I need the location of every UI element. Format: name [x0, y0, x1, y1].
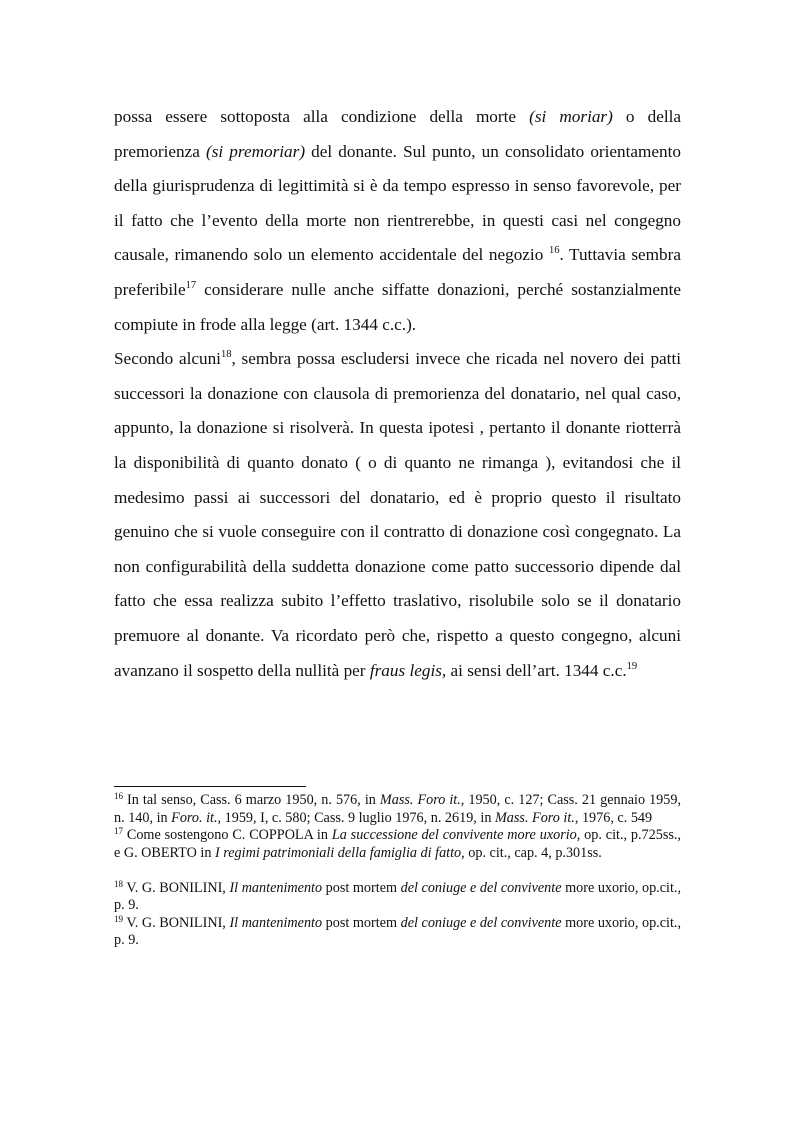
footnote-italic: Mass. Foro it.,: [379, 792, 465, 808]
text-run: , sembra possa escludersi invece che ricada nel novero dei patti successori la donazione con clausola di premorienza del donatario, nel qual caso, appunto, la donazione si risolverà. In questa ipotesi , pertanto il donante riotterrà la disponibilità di quanto donato ( o di quanto ne rimanga ), evitandosi che il medesimo passi ai successori del donatario, ed è proprio questo il risultato genuino che si vuole conseguire con il contratto di donazione così congegnato. La non configurabilità della suddetta donazione come patto successorio dipende dal fatto che essa realizza subito l’effetto traslativo, risolubile solo se il donatario premuore al donante. Va ricordato però che, rispetto a questo congegno, alcuni avanzano il sospetto della nullità per: [114, 349, 682, 680]
footnote-ref-16[interactable]: 16: [548, 245, 560, 257]
footnote-italic: Il mantenimento: [229, 879, 323, 896]
footnote-italic: Mass. Foro it.,: [494, 809, 579, 826]
footnote-text: post mortem: [322, 914, 401, 931]
text-run: ai sensi dell’art. 1344 c.c.: [446, 660, 627, 680]
text-run: considerare nulle anche siffatte donazioni, perché sostanzialmente compiute in frode alla legge (art. 1344 c.c.).: [114, 279, 681, 334]
footnote-italic: Foro. it.,: [171, 809, 222, 826]
footnote-text: more uxorio, op.cit., p. 9.: [114, 879, 682, 913]
footnote-text: 1959, I, c. 580; Cass. 9 luglio 1976, n. 2619, in: [221, 809, 495, 826]
footnote-italic: I regimi patrimoniali della famiglia di fatto,: [214, 844, 465, 861]
text-run: . Tuttavia sembra preferibile: [114, 245, 681, 299]
footnote-spacer: [114, 862, 681, 880]
footnote-number: 18: [114, 878, 123, 889]
footnote-text: Come sostengono C. COPPOLA in: [123, 827, 332, 843]
footnote-italic: del coniuge e del convivente: [400, 914, 562, 931]
footnote-italic: del coniuge e del convivente: [400, 879, 562, 896]
footnote-ref-17[interactable]: 17: [185, 279, 197, 291]
text-run: o della premorienza: [114, 107, 682, 161]
paragraph-2: [114, 342, 681, 688]
paragraph-1: [114, 100, 681, 342]
footnote-ref-19[interactable]: 19: [626, 660, 638, 672]
text-run: del donante. Sul punto, un consolidato orientamento della giurisprudenza di legittimità si è da tempo espresso in senso favorevole, per il fatto che l’evento della morte non rientrerebbe, in questi casi nel congegno causale, rimanendo solo un elemento accidentale del negozio: [114, 141, 681, 265]
footnote-ref-18[interactable]: 18: [220, 349, 232, 361]
footnote-text: V. G. BONILINI,: [123, 879, 230, 896]
footnote-text: op. cit., p.725ss., e G. OBERTO in: [114, 827, 681, 861]
footnote-italic: Il mantenimento: [229, 914, 323, 931]
footnote-text: more uxorio, op.cit., p. 9.: [114, 914, 682, 948]
text-run: possa essere sottoposta alla condizione della morte: [114, 107, 530, 126]
footnote-text: 1976, c. 549: [578, 809, 653, 826]
footnote-18: [114, 880, 681, 915]
italic-term: (si premoriar): [206, 141, 306, 161]
text-run: Secondo alcuni: [114, 349, 221, 369]
italic-term: (si moriar): [529, 107, 613, 126]
footnote-text: In tal senso, Cass. 6 marzo 1950, n. 576, in: [123, 792, 380, 808]
footnote-separator: [114, 786, 306, 787]
footnote-number: 17: [114, 826, 123, 836]
footnote-16: [114, 792, 681, 827]
footnote-19: [114, 915, 681, 950]
body-text: [114, 100, 681, 688]
footnote-text: 1950, c. 127; Cass. 21 gennaio 1959, n. 140, in: [114, 792, 682, 826]
footnote-17: [114, 827, 681, 862]
italic-term: fraus legis,: [369, 660, 447, 680]
footnote-number: 19: [114, 913, 123, 924]
footnote-text: op. cit., cap. 4, p.301ss.: [464, 844, 602, 861]
footnote-italic: La successione del convivente more uxorio,: [331, 827, 581, 843]
footnote-text: V. G. BONILINI,: [123, 914, 230, 931]
footnote-text: post mortem: [322, 879, 401, 896]
footnotes: [114, 792, 681, 950]
footnote-number: 16: [114, 791, 123, 801]
